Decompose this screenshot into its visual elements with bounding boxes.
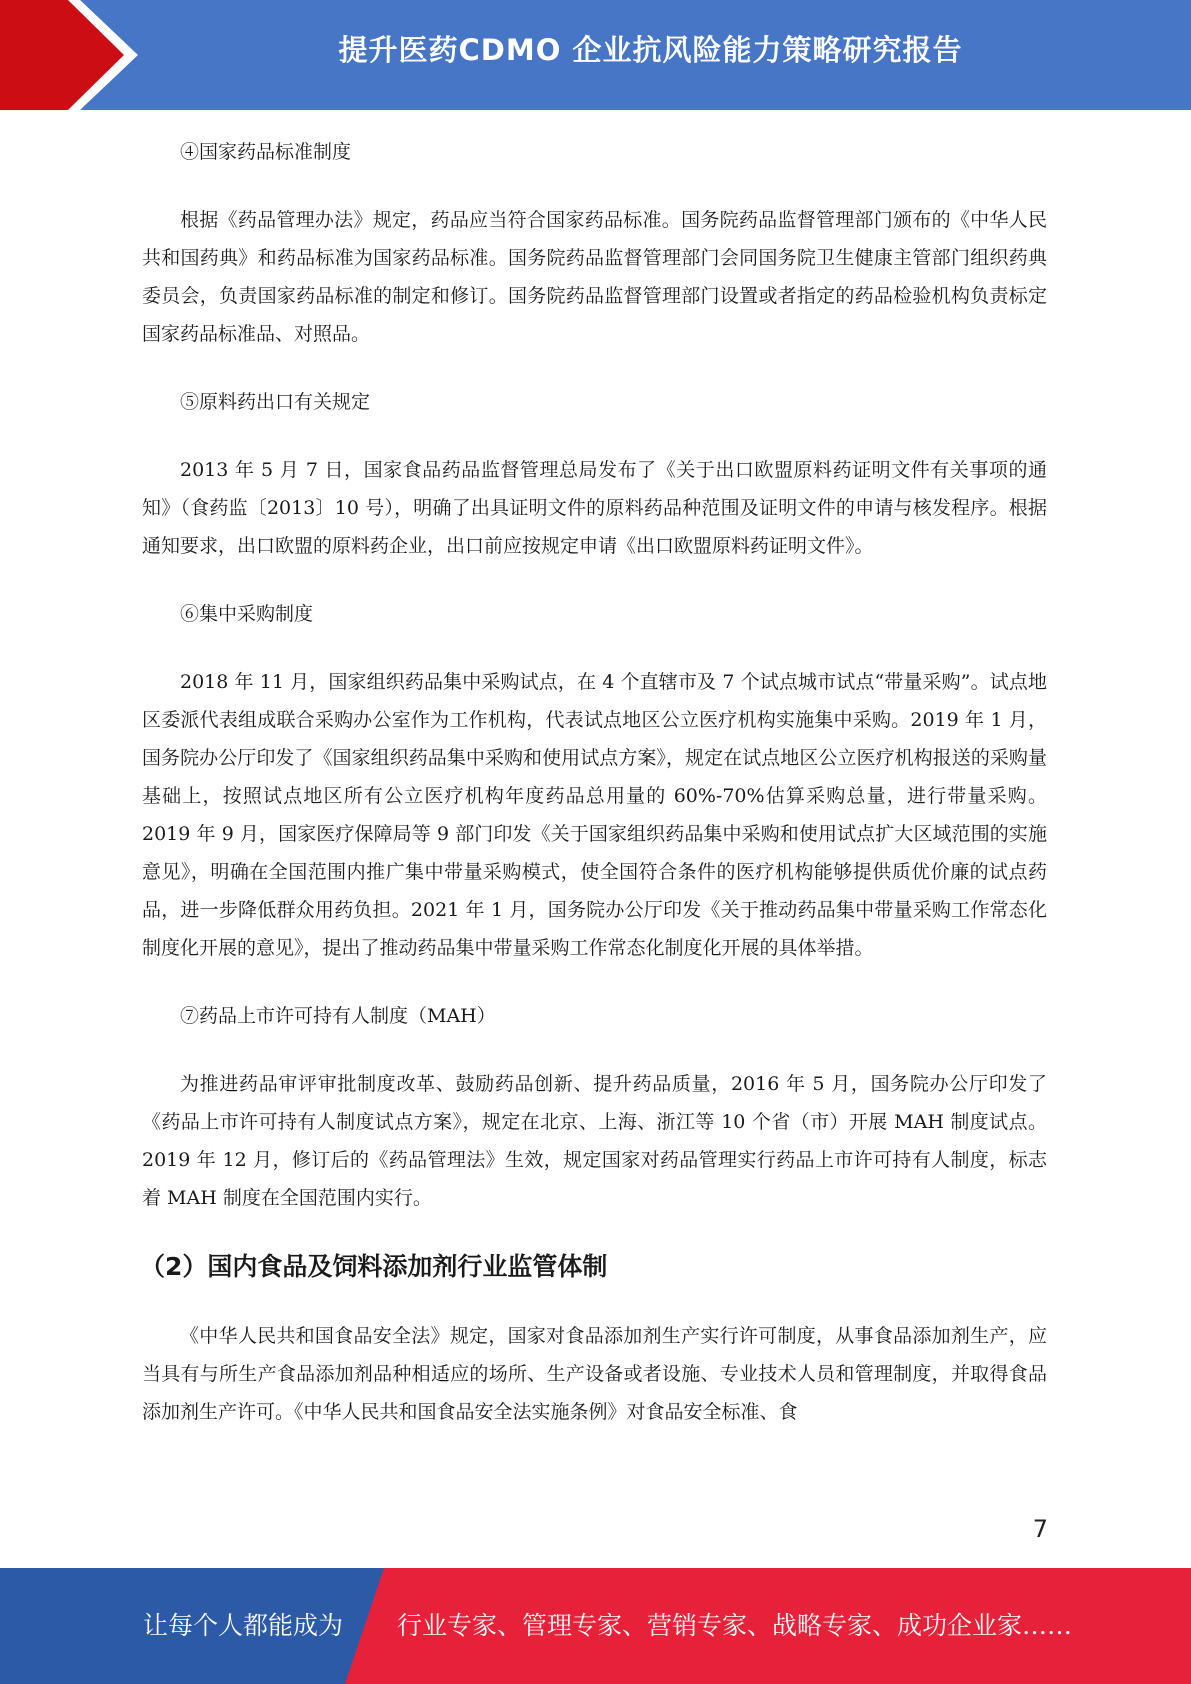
paragraph-mah: 为推进药品审评审批制度改革、鼓励药品创新、提升药品质量，2016 年 5 月，国务院办公厅印发了《药品上市许可持有人制度试点方案》，规定在北京、上海、浙江等 10 个省（市）开展 MAH 制度试点。2019 年 12 月，修订后的《药品管理法》生效，规定国家对药品管理实行药品上市许可持有人制度，标志着 MAH 制度在全国范围内实行。 (142, 1073, 1047, 1209)
page-header (0, 0, 1191, 110)
paragraph-drug-standard: 根据《药品管理办法》规定，药品应当符合国家药品标准。国务院药品监督管理部门颁布的《中华人民共和国药典》和药品标准为国家药品标准。国务院药品监督管理部门会同国务院卫生健康主管部门组织药典委员会，负责国家药品标准的制定和修订。国务院药品监督管理部门设置或者指定的药品检验机构负责标定国家药品标准品、对照品。 (142, 209, 1047, 345)
paragraph-api-export: 2013 年 5 月 7 日，国家食品药品监督管理总局发布了《关于出口欧盟原料药证明文件有关事项的通知》（食药监〔2013〕10 号），明确了出具证明文件的原料药品种范围及证明文件的申请与核发程序。根据通知要求，出口欧盟的原料药企业，出口前应按规定申请《出口欧盟原料药证明文件》。 (142, 459, 1047, 557)
footer-slogan-left: 让每个人都能成为 (143, 1611, 344, 1640)
section-heading-food-feed-additives: （2）国内食品及饲料添加剂行业监管体制 (140, 1252, 608, 1281)
document-body (142, 133, 1047, 1431)
subheading-national-drug-standard: ④国家药品标准制度 (180, 141, 352, 163)
subheading-mah: ⑦药品上市许可持有人制度（MAH） (180, 1005, 496, 1027)
subheading-centralized-procurement: ⑥集中采购制度 (180, 603, 314, 625)
subheading-api-export: ⑤原料药出口有关规定 (180, 391, 371, 413)
header-arrow-graphic (0, 0, 150, 110)
page-footer (0, 1568, 1191, 1684)
page-number: 7 (1032, 1515, 1048, 1543)
paragraph-centralized-procurement: 2018 年 11 月，国家组织药品集中采购试点，在 4 个直辖市及 7 个试点城市试点“带量采购”。试点地区委派代表组成联合采购办公室作为工作机构，代表试点地区公立医疗机构实施集中采购。2019 年 1 月，国务院办公厅印发了《国家组织药品集中采购和使用试点方案》，规定在试点地区公立医疗机构报送的采购量基础上，按照试点地区所有公立医疗机构年度药品总用量的 60%-70%估算采购总量，进行带量采购。2019 年 9 月，国家医疗保障局等 9 部门印发《关于国家组织药品集中采购和使用试点扩大区域范围的实施意见》，明确在全国范围内推广集中带量采购模式，使全国符合条件的医疗机构能够提供质优价廉的试点药品，进一步降低群众用药负担。2021 年 1 月，国务院办公厅印发《关于推动药品集中带量采购工作常态化制度化开展的意见》，提出了推动药品集中带量采购工作常态化制度化开展的具体举措。 (142, 671, 1047, 959)
report-title: 提升医药CDMO 企业抗风险能力策略研究报告 (338, 33, 963, 67)
footer-slogan-right: 行业专家、管理专家、营销专家、战略专家、成功企业家…… (397, 1611, 1073, 1640)
paragraph-food-safety-law: 《中华人民共和国食品安全法》规定，国家对食品添加剂生产实行许可制度，从事食品添加剂生产，应当具有与所生产食品添加剂品种相适应的场所、生产设备或者设施、专业技术人员和管理制度，并取得食品添加剂生产许可。《中华人民共和国食品安全法实施条例》对食品安全标准、食 (142, 1325, 1047, 1423)
